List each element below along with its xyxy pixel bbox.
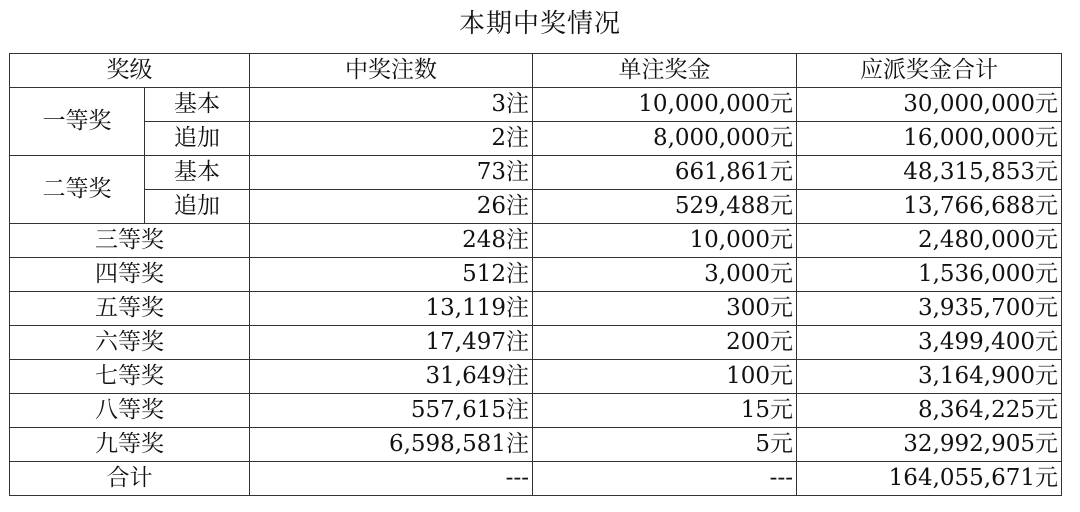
- table-row: [10, 292, 1062, 326]
- prize-cell: 529,488元: [533, 190, 797, 224]
- table-header-row: [10, 54, 1062, 88]
- total-cell: 1,536,000元: [797, 258, 1062, 292]
- total-cell: 13,766,688元: [797, 190, 1062, 224]
- prize-cell: 10,000元: [533, 224, 797, 258]
- total-cell: 32,992,905元: [797, 428, 1062, 462]
- count-cell: 512注: [250, 258, 533, 292]
- count-cell: 2注: [250, 122, 533, 156]
- total-cell: 3,935,700元: [797, 292, 1062, 326]
- sub-level-cell: 追加: [145, 190, 250, 224]
- sub-level-cell: 追加: [145, 122, 250, 156]
- prize-table: [9, 53, 1062, 496]
- table-row: [10, 122, 1062, 156]
- total-cell: 48,315,853元: [797, 156, 1062, 190]
- summary-label: 合计: [10, 462, 250, 496]
- summary-prize: ---: [533, 462, 797, 496]
- prize-cell: 15元: [533, 394, 797, 428]
- table-row: [10, 326, 1062, 360]
- count-cell: 6,598,581注: [250, 428, 533, 462]
- prize-cell: 8,000,000元: [533, 122, 797, 156]
- total-cell: 3,499,400元: [797, 326, 1062, 360]
- prize-cell: 100元: [533, 360, 797, 394]
- level-cell: 八等奖: [10, 394, 250, 428]
- prize-cell: 200元: [533, 326, 797, 360]
- level-cell: 四等奖: [10, 258, 250, 292]
- level-cell: 二等奖: [10, 156, 145, 224]
- level-cell: 七等奖: [10, 360, 250, 394]
- level-cell: 五等奖: [10, 292, 250, 326]
- count-cell: 557,615注: [250, 394, 533, 428]
- total-cell: 30,000,000元: [797, 88, 1062, 122]
- count-cell: 3注: [250, 88, 533, 122]
- prize-cell: 10,000,000元: [533, 88, 797, 122]
- level-cell: 三等奖: [10, 224, 250, 258]
- table-row: [10, 258, 1062, 292]
- total-cell: 3,164,900元: [797, 360, 1062, 394]
- summary-count: ---: [250, 462, 533, 496]
- sub-level-cell: 基本: [145, 156, 250, 190]
- count-cell: 248注: [250, 224, 533, 258]
- prize-cell: 300元: [533, 292, 797, 326]
- level-cell: 九等奖: [10, 428, 250, 462]
- table-row: [10, 88, 1062, 122]
- total-cell: 16,000,000元: [797, 122, 1062, 156]
- prize-cell: 661,861元: [533, 156, 797, 190]
- header-prize: 单注奖金: [533, 54, 797, 88]
- level-cell: 一等奖: [10, 88, 145, 156]
- header-level: 奖级: [10, 54, 250, 88]
- count-cell: 31,649注: [250, 360, 533, 394]
- total-cell: 2,480,000元: [797, 224, 1062, 258]
- table-row: [10, 224, 1062, 258]
- header-count: 中奖注数: [250, 54, 533, 88]
- level-cell: 六等奖: [10, 326, 250, 360]
- sub-level-cell: 基本: [145, 88, 250, 122]
- table-row: [10, 360, 1062, 394]
- count-cell: 13,119注: [250, 292, 533, 326]
- header-total: 应派奖金合计: [797, 54, 1062, 88]
- summary-total: 164,055,671元: [797, 462, 1062, 496]
- prize-cell: 5元: [533, 428, 797, 462]
- summary-row: [10, 462, 1062, 496]
- total-cell: 8,364,225元: [797, 394, 1062, 428]
- count-cell: 17,497注: [250, 326, 533, 360]
- table-row: [10, 394, 1062, 428]
- prize-cell: 3,000元: [533, 258, 797, 292]
- count-cell: 73注: [250, 156, 533, 190]
- table-row: [10, 156, 1062, 190]
- table-row: [10, 428, 1062, 462]
- page-title: 本期中奖情况: [458, 9, 621, 39]
- count-cell: 26注: [250, 190, 533, 224]
- table-row: [10, 190, 1062, 224]
